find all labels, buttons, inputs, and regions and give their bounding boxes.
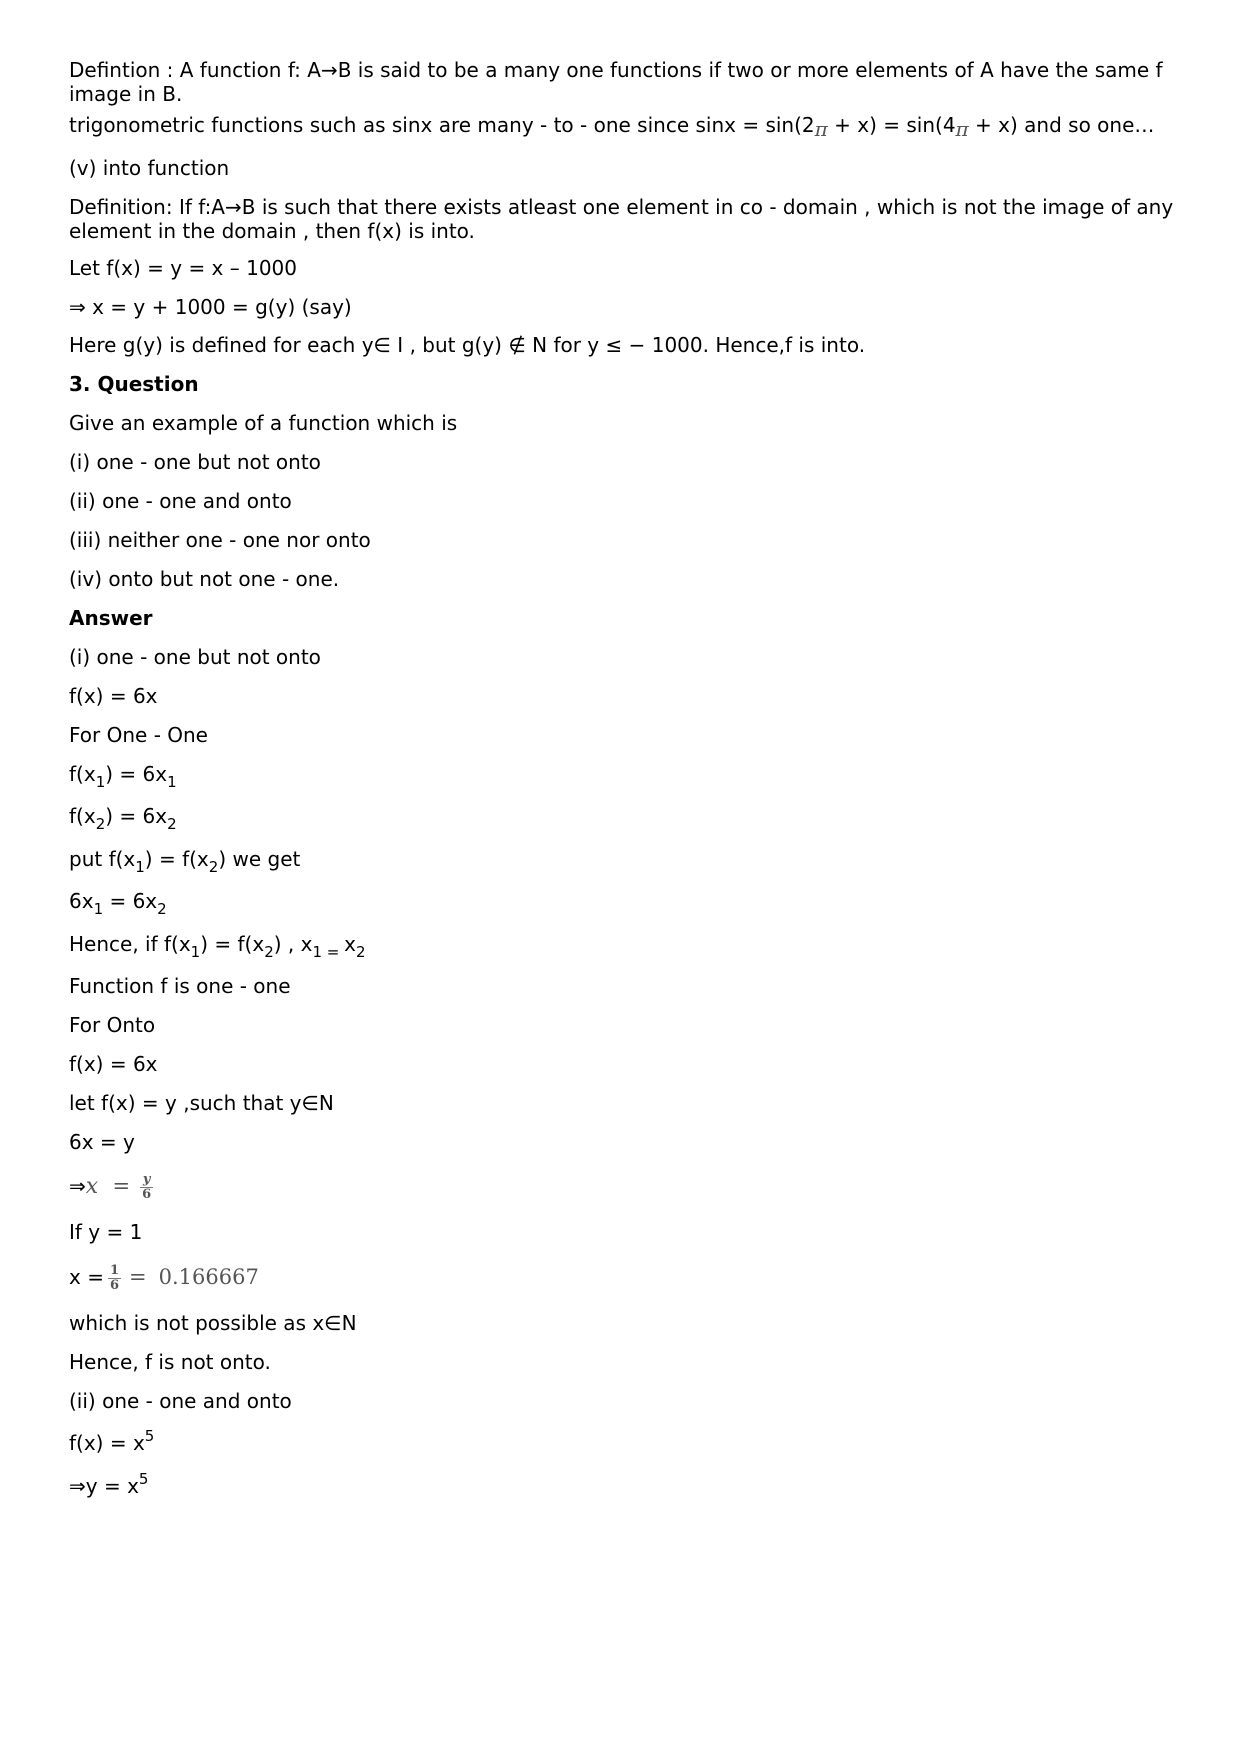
trig-text-c: + x) and so one… — [968, 113, 1155, 137]
text-line: Hence, f is not onto. — [69, 1350, 271, 1374]
many-one-definition: Defintion : A function f: A→B is said to be a many one functions if two or more elements of A have the same f image in B. — [69, 58, 1163, 106]
equation-line: ⇒y = $x^5$ — [69, 1470, 149, 1498]
question-part: (i) one - one but not onto — [69, 450, 321, 474]
answer-heading: Answer — [69, 606, 153, 630]
fraction-numerator: 1 — [109, 1263, 119, 1278]
answer-part-heading: (i) one - one but not onto — [69, 645, 321, 669]
pi-symbol: π — [814, 117, 828, 141]
implies-arrow: ⇒ — [69, 1174, 86, 1198]
fraction — [140, 1173, 153, 1202]
answer-part-heading: (ii) one - one and onto — [69, 1389, 292, 1413]
pi-symbol: π — [955, 117, 969, 141]
fraction-equation — [69, 1164, 157, 1209]
text-line: which is not possible as x∈N — [69, 1311, 357, 1335]
equation-line: put $f(x_1) = f(x_2)$ we get — [69, 847, 301, 876]
equation-line: $f(x_2) = 6x_2$ — [69, 804, 177, 833]
equation-line: f(x) = 6x — [69, 1052, 158, 1076]
trig-example — [69, 113, 1154, 141]
into-function-heading: (v) into function — [69, 156, 230, 180]
sub-heading: For Onto — [69, 1013, 156, 1037]
text-line: Here g(y) is defined for each y∈ I , but g(y) ∉ N for y ≤ − 1000. Hence,f is into. — [69, 333, 866, 357]
trig-text-a: trigonometric functions such as sinx are many - to - one since sinx = sin(2 — [69, 113, 815, 137]
fraction — [108, 1264, 121, 1293]
fraction-denominator: 6 — [142, 1187, 152, 1202]
equals-sign: = — [129, 1265, 147, 1289]
fraction-equation: x = $\frac{1}{6}$ = 0.166667 — [69, 1263, 259, 1293]
equation-line: $f(x) = x^5$ — [69, 1427, 155, 1455]
equation-line: let f(x) = y ,such that y∈N — [69, 1091, 334, 1115]
fraction-denominator: 6 — [109, 1278, 119, 1293]
question-part: (ii) one - one and onto — [69, 489, 292, 513]
equation-line: Hence, if $f(x_1) = f(x_2)$ , $x_{1 =}$ $x_2$ — [69, 932, 366, 961]
sub-heading: For One - One — [69, 723, 208, 747]
decimal-value: 0.166667 — [158, 1265, 259, 1289]
fraction-numerator: y — [140, 1173, 153, 1188]
into-definition: Definition: If f:A→B is such that there exists atleast one element in co - domain , which is not the image of any element in the domain , then f(x) is into. — [69, 195, 1174, 243]
equation-line: 6x = y — [69, 1130, 135, 1154]
text-line: If y = 1 — [69, 1220, 143, 1244]
equation-line: $6x_1 = 6x_2$ — [69, 889, 167, 918]
equation-line: Let f(x) = y = x – 1000 — [69, 256, 298, 280]
trig-text-b: + x) = sin(4 — [827, 113, 956, 137]
equation-line: ⇒ x = y + 1000 = g(y) (say) — [69, 295, 352, 319]
question-part: (iii) neither one - one nor onto — [69, 528, 371, 552]
equation-line: $f(x_1) = 6x_1$ — [69, 762, 177, 791]
equation-line: f(x) = 6x — [69, 684, 158, 708]
text-line: Function f is one - one — [69, 974, 291, 998]
question-text: Give an example of a function which is — [69, 411, 458, 435]
equals-sign: = — [112, 1174, 131, 1198]
question-heading: 3. Question — [69, 372, 199, 396]
question-part: (iv) onto but not one - one. — [69, 567, 340, 591]
math-variable: x — [85, 1174, 99, 1199]
